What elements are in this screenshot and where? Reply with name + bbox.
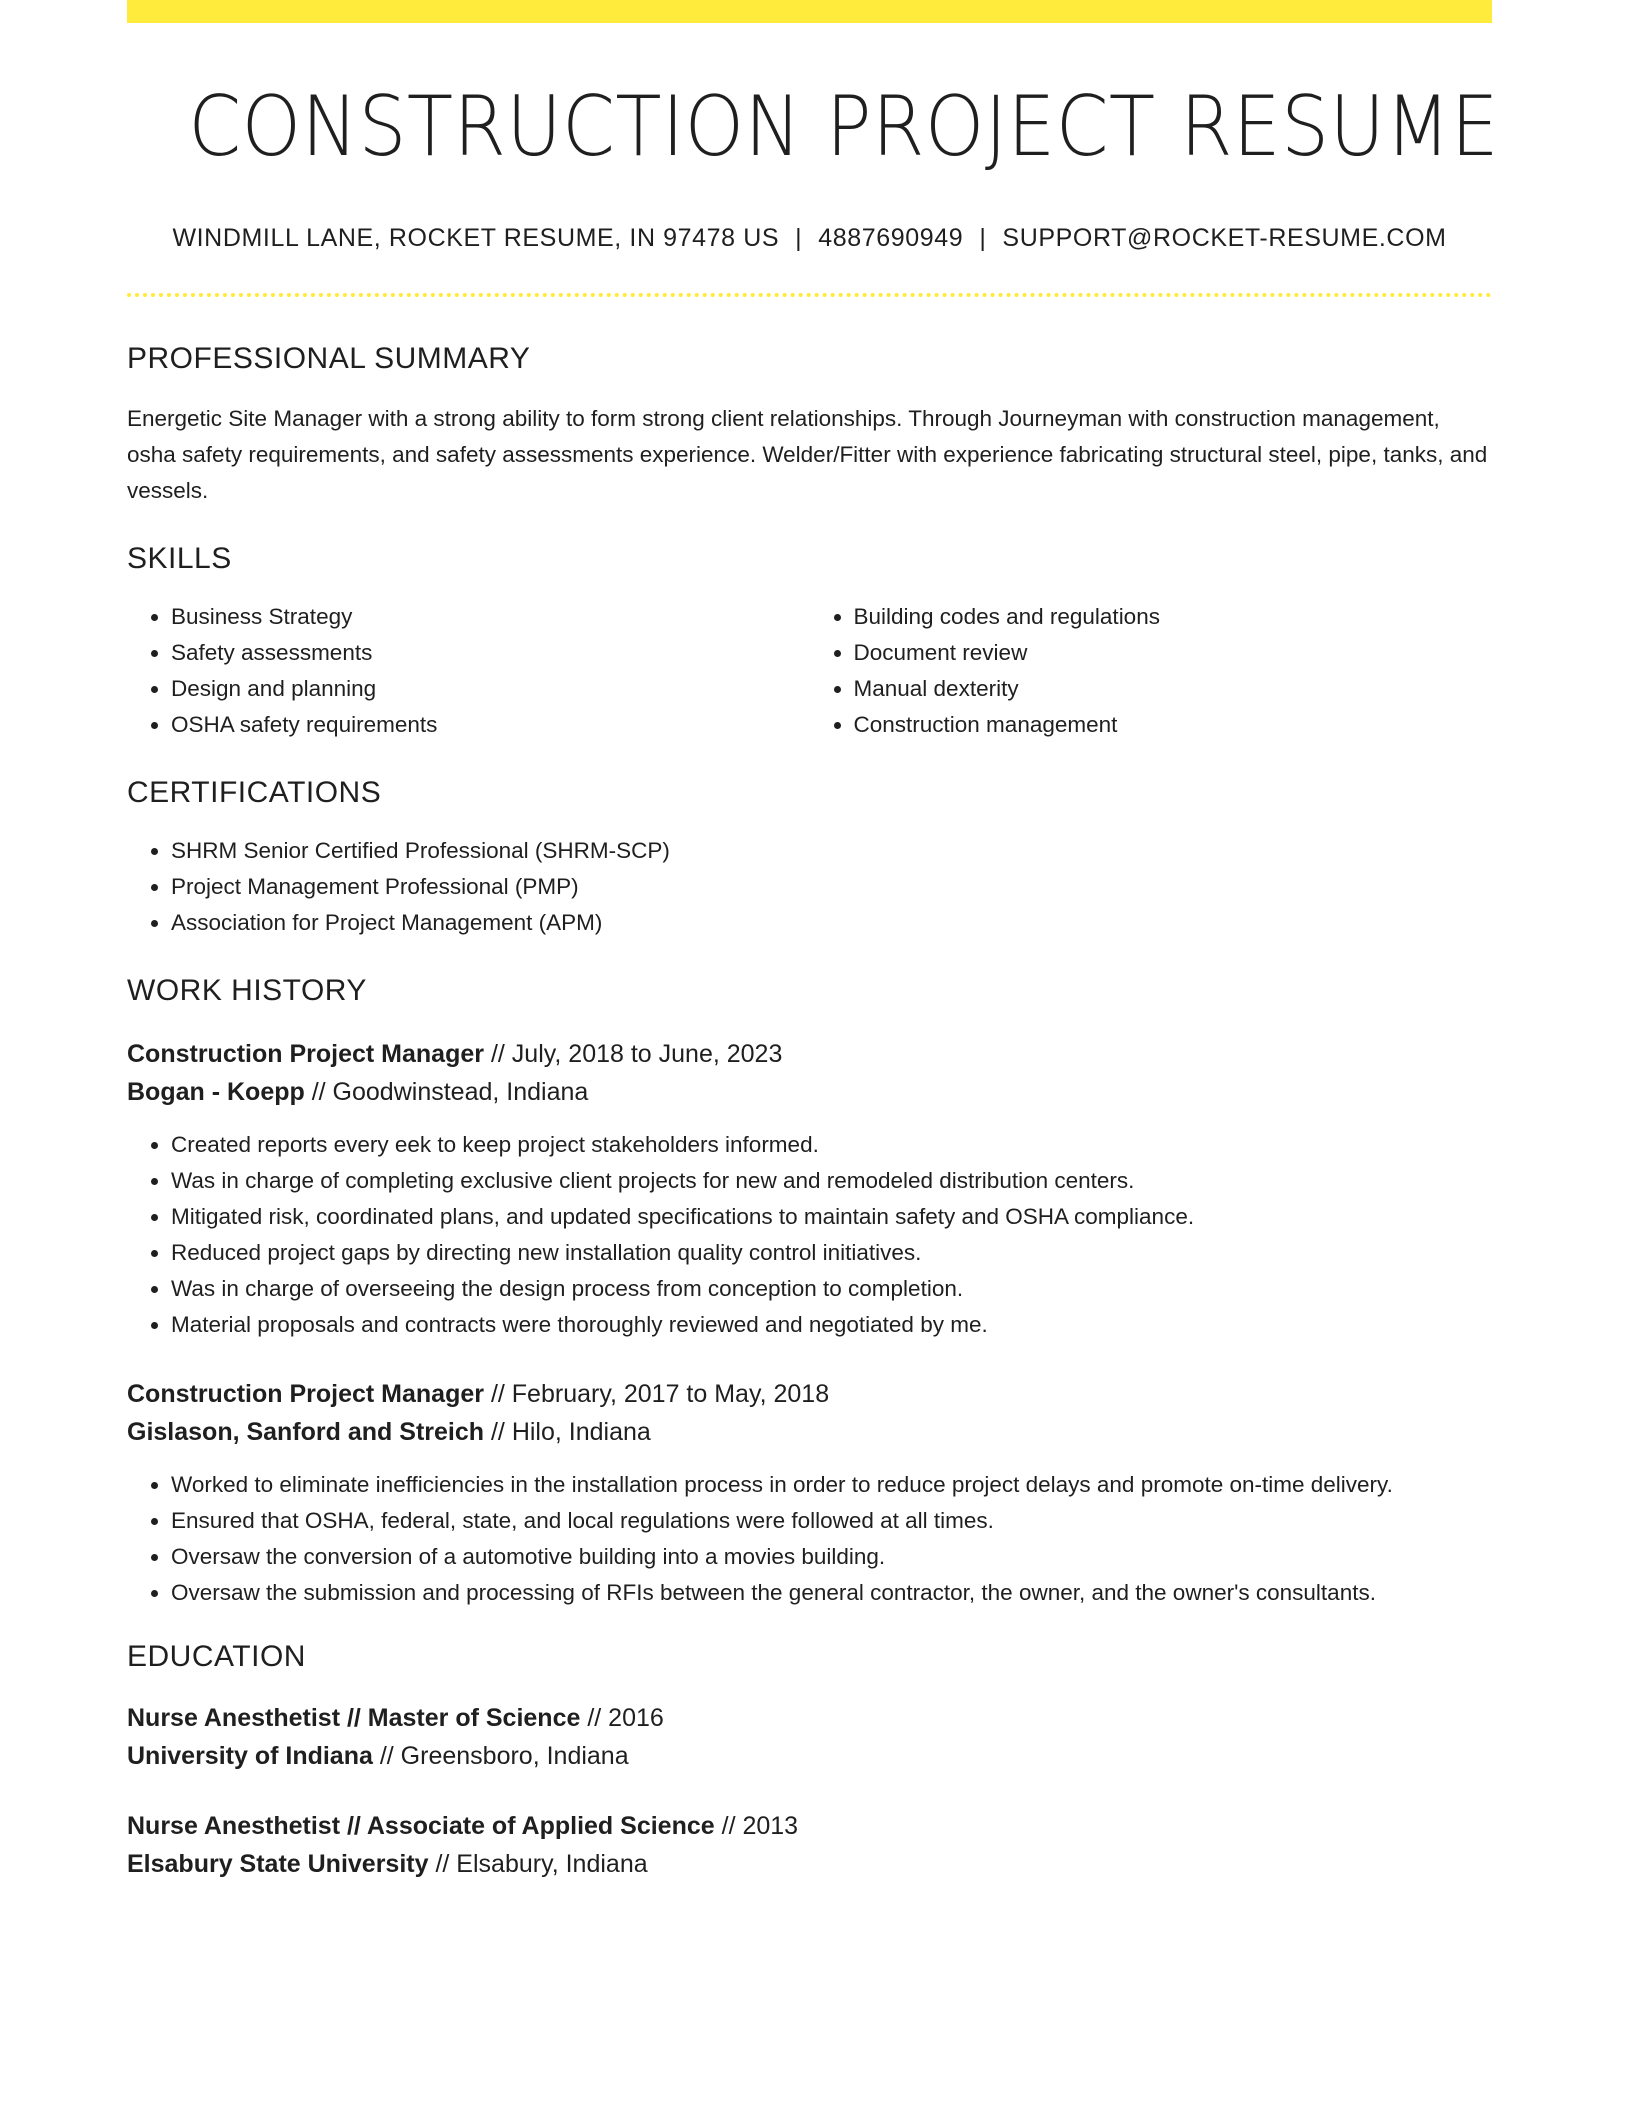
phone: 4887690949 <box>818 224 964 252</box>
education-entry <box>127 1699 1492 1775</box>
contact-line <box>127 224 1492 253</box>
job-bullet: • Oversaw the submission and processing of RFIs between the general contractor, the owner, and the owner's consultants. <box>171 1575 1492 1611</box>
skill-item: • Document review <box>854 635 1493 671</box>
job-entry <box>127 1375 1492 1611</box>
separator: | <box>979 224 987 252</box>
education-school: University of Indiana <box>127 1742 373 1770</box>
section-title-summary: PROFESSIONAL SUMMARY <box>127 342 531 375</box>
skill-item: • Construction management <box>854 707 1493 743</box>
education-degree-line <box>127 1699 1492 1737</box>
job-bullet: • Worked to eliminate inefficiencies in the installation process in order to reduce project delays and promote on-time delivery. <box>171 1467 1492 1503</box>
email: SUPPORT@ROCKET-RESUME.COM <box>1002 224 1447 252</box>
job-bullets <box>127 1467 1492 1611</box>
education-location: // Elsabury, Indiana <box>435 1850 648 1878</box>
education-school-line <box>127 1737 1492 1775</box>
accent-bar <box>127 0 1492 23</box>
education-location: // Greensboro, Indiana <box>379 1742 629 1770</box>
certifications-list <box>127 833 1492 941</box>
skill-item: • Business Strategy <box>171 599 810 635</box>
job-bullet: • Was in charge of completing exclusive client projects for new and remodeled distribution centers. <box>171 1163 1492 1199</box>
skill-item: • Building codes and regulations <box>854 599 1493 635</box>
skills-list <box>127 599 1492 743</box>
job-dates: // July, 2018 to June, 2023 <box>490 1040 783 1068</box>
education-degree-line <box>127 1807 1492 1845</box>
skill-item: • Manual dexterity <box>854 671 1493 707</box>
certification-item: • SHRM Senior Certified Professional (SHRM-SCP) <box>171 833 1492 869</box>
job-bullet: • Mitigated risk, coordinated plans, and updated specifications to maintain safety and OSHA compliance. <box>171 1199 1492 1235</box>
job-company-line <box>127 1073 1492 1111</box>
dotted-divider <box>127 293 1492 297</box>
job-bullets <box>127 1127 1492 1343</box>
skills-column-right <box>810 599 1493 743</box>
job-bullet: • Ensured that OSHA, federal, state, and local regulations were followed at all times. <box>171 1503 1492 1539</box>
education-degree: Nurse Anesthetist // Associate of Applied Science <box>127 1812 715 1840</box>
section-title-education: EDUCATION <box>127 1640 306 1673</box>
certification-item: • Association for Project Management (APM) <box>171 905 1492 941</box>
job-bullet: • Was in charge of overseeing the design process from conception to completion. <box>171 1271 1492 1307</box>
separator: | <box>795 224 803 252</box>
job-location: // Goodwinstead, Indiana <box>311 1078 589 1106</box>
job-role: Construction Project Manager <box>127 1040 484 1068</box>
education-year: // 2016 <box>587 1704 664 1732</box>
education-degree: Nurse Anesthetist // Master of Science <box>127 1704 581 1732</box>
skill-item: • Safety assessments <box>171 635 810 671</box>
resume-page <box>127 0 1500 1883</box>
resume-title: CONSTRUCTION PROJECT RESUME <box>188 78 1500 175</box>
skill-item: • OSHA safety requirements <box>171 707 810 743</box>
skills-column-left <box>127 599 810 743</box>
education-entry <box>127 1807 1492 1883</box>
education-school-line <box>127 1845 1492 1883</box>
education-year: // 2013 <box>721 1812 799 1840</box>
job-company: Bogan - Koepp <box>127 1078 305 1106</box>
section-title-work-history: WORK HISTORY <box>127 974 367 1007</box>
job-company-line <box>127 1413 1492 1451</box>
job-role-line <box>127 1035 1492 1073</box>
summary-text: Energetic Site Manager with a strong ability to form strong client relationships. Through Journeyman with construction management, osha safety requirements, and safety assessments experience. Welder/Fitter with experience fabricating structural steel, pipe, tanks, and vessels. <box>127 406 1488 503</box>
skill-item: • Design and planning <box>171 671 810 707</box>
job-bullet: • Created reports every eek to keep project stakeholders informed. <box>171 1127 1492 1163</box>
certification-item: • Project Management Professional (PMP) <box>171 869 1492 905</box>
job-company: Gislason, Sanford and Streich <box>127 1418 485 1446</box>
job-bullet: • Oversaw the conversion of a automotive building into a movies building. <box>171 1539 1492 1575</box>
section-title-skills: SKILLS <box>127 542 232 575</box>
section-title-certifications: CERTIFICATIONS <box>127 776 382 809</box>
job-bullet: • Reduced project gaps by directing new installation quality control initiatives. <box>171 1235 1492 1271</box>
education-school: Elsabury State University <box>127 1850 429 1878</box>
job-location: // Hilo, Indiana <box>490 1418 651 1446</box>
job-dates: // February, 2017 to May, 2018 <box>490 1380 830 1408</box>
job-role-line <box>127 1375 1492 1413</box>
address: WINDMILL LANE, ROCKET RESUME, IN 97478 US <box>172 224 780 252</box>
job-role: Construction Project Manager <box>127 1380 484 1408</box>
job-bullet: • Material proposals and contracts were thoroughly reviewed and negotiated by me. <box>171 1307 1492 1343</box>
job-entry <box>127 1035 1492 1343</box>
